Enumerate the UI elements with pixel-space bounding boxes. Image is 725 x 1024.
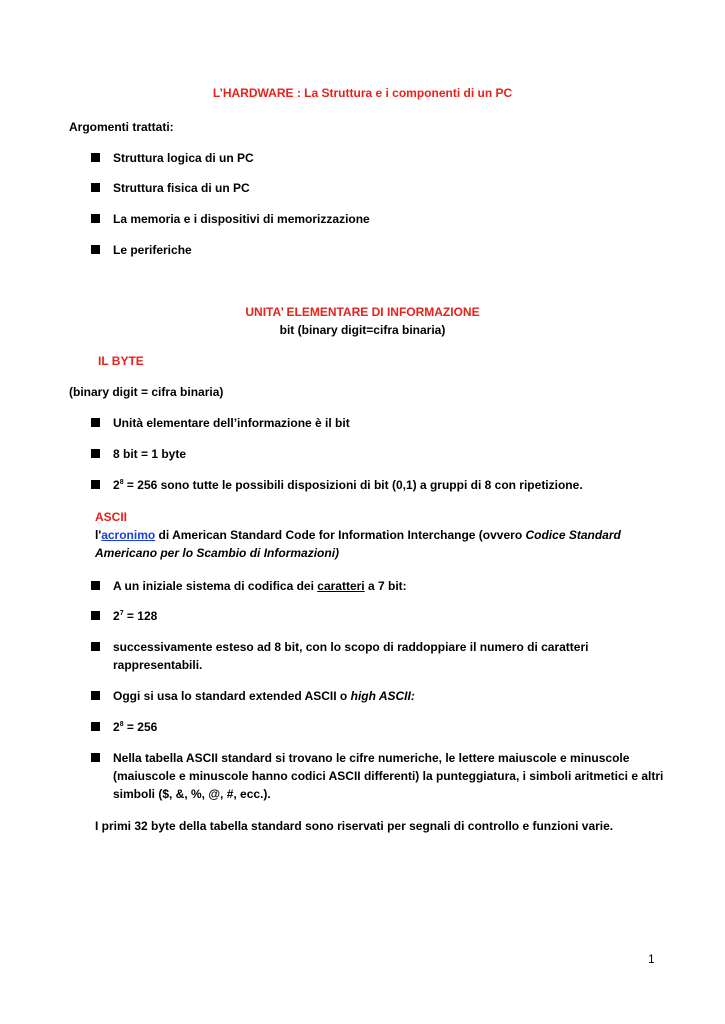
caratteri-link[interactable]: caratteri — [317, 579, 365, 593]
bullet-icon — [91, 183, 100, 192]
byte-item: Unità elementare dell’informazione è il bit — [113, 416, 350, 430]
topic-item: Struttura logica di un PC — [113, 151, 254, 165]
bullet-icon — [91, 153, 100, 162]
document-title: L’HARDWARE : La Struttura e i componenti di un PC — [212, 86, 513, 100]
page-number: 1 — [648, 952, 655, 966]
bullet-icon — [91, 581, 100, 590]
ascii-item-line2: (maiuscole e minuscole hanno codici ASCII differenti) la punteggiatura, i simboli aritmetici e altri — [113, 769, 664, 783]
ascii-item-power — [113, 718, 157, 736]
ascii-item-line1: Nella tabella ASCII standard si trovano le cifre numeriche, le lettere maiuscole e minuscole — [113, 751, 630, 765]
byte-item-power — [113, 476, 583, 494]
ascii-item — [113, 577, 407, 595]
unit-subtitle: bit (binary digit=cifra binaria) — [279, 323, 446, 337]
bullet-icon — [91, 214, 100, 223]
byte-note: (binary digit = cifra binaria) — [69, 385, 224, 399]
byte-item: 8 bit = 1 byte — [113, 447, 187, 461]
power-base: 2 — [113, 720, 120, 734]
bullet-icon — [91, 245, 100, 254]
topic-item: Le periferiche — [113, 243, 192, 257]
topic-item: Struttura fisica di un PC — [113, 181, 250, 195]
definition-text: di American Standard Code for Information Interchange (ovvero — [155, 528, 526, 542]
ascii-heading: ASCII — [95, 510, 128, 524]
byte-heading: IL BYTE — [98, 354, 144, 368]
power-exponent: 7 — [119, 610, 124, 617]
bullet-icon — [91, 449, 100, 458]
ascii-item-line1: successivamente esteso ad 8 bit, con lo scopo di raddoppiare il numero di caratteri — [113, 640, 589, 654]
bullet-icon — [91, 722, 100, 731]
ascii-definition-line1 — [95, 526, 621, 544]
item-text: A un iniziale sistema di codifica dei — [113, 579, 318, 593]
item-italic: high ASCII: — [350, 689, 415, 703]
power-text: = 128 — [123, 609, 158, 623]
bullet-icon — [91, 753, 100, 762]
definition-prefix: l' — [95, 528, 102, 542]
power-text: = 256 sono tutte le possibili disposizioni di bit (0,1) a gruppi di 8 con ripetizione. — [123, 478, 583, 492]
bullet-icon — [91, 418, 100, 427]
definition-italic: Codice Standard — [525, 528, 621, 542]
ascii-definition-line2: Americano per lo Scambio di Informazioni) — [95, 546, 340, 560]
power-base: 2 — [113, 609, 120, 623]
power-text: = 256 — [123, 720, 158, 734]
power-base: 2 — [113, 478, 120, 492]
bullet-icon — [91, 691, 100, 700]
topic-item: La memoria e i dispositivi di memorizzazione — [113, 212, 370, 226]
item-text: Oggi si usa lo standard extended ASCII o — [113, 689, 351, 703]
bullet-icon — [91, 480, 100, 489]
bullet-icon — [91, 611, 100, 620]
ascii-item-power — [113, 607, 157, 625]
ascii-item-line2: rappresentabili. — [113, 658, 203, 672]
topics-heading: Argomenti trattati: — [69, 120, 174, 134]
ascii-item — [113, 687, 415, 705]
power-exponent: 8 — [119, 721, 124, 728]
unit-heading: UNITA’ ELEMENTARE DI INFORMAZIONE — [245, 305, 480, 319]
item-text: a 7 bit: — [364, 579, 407, 593]
bullet-icon — [91, 642, 100, 651]
power-exponent: 8 — [119, 479, 124, 486]
ascii-item-line3: simboli ($, &, %, @, #, ecc.). — [113, 787, 271, 801]
acronimo-link[interactable]: acronimo — [101, 528, 156, 542]
closing-paragraph: I primi 32 byte della tabella standard sono riservati per segnali di controllo e funzioni varie. — [95, 819, 614, 833]
